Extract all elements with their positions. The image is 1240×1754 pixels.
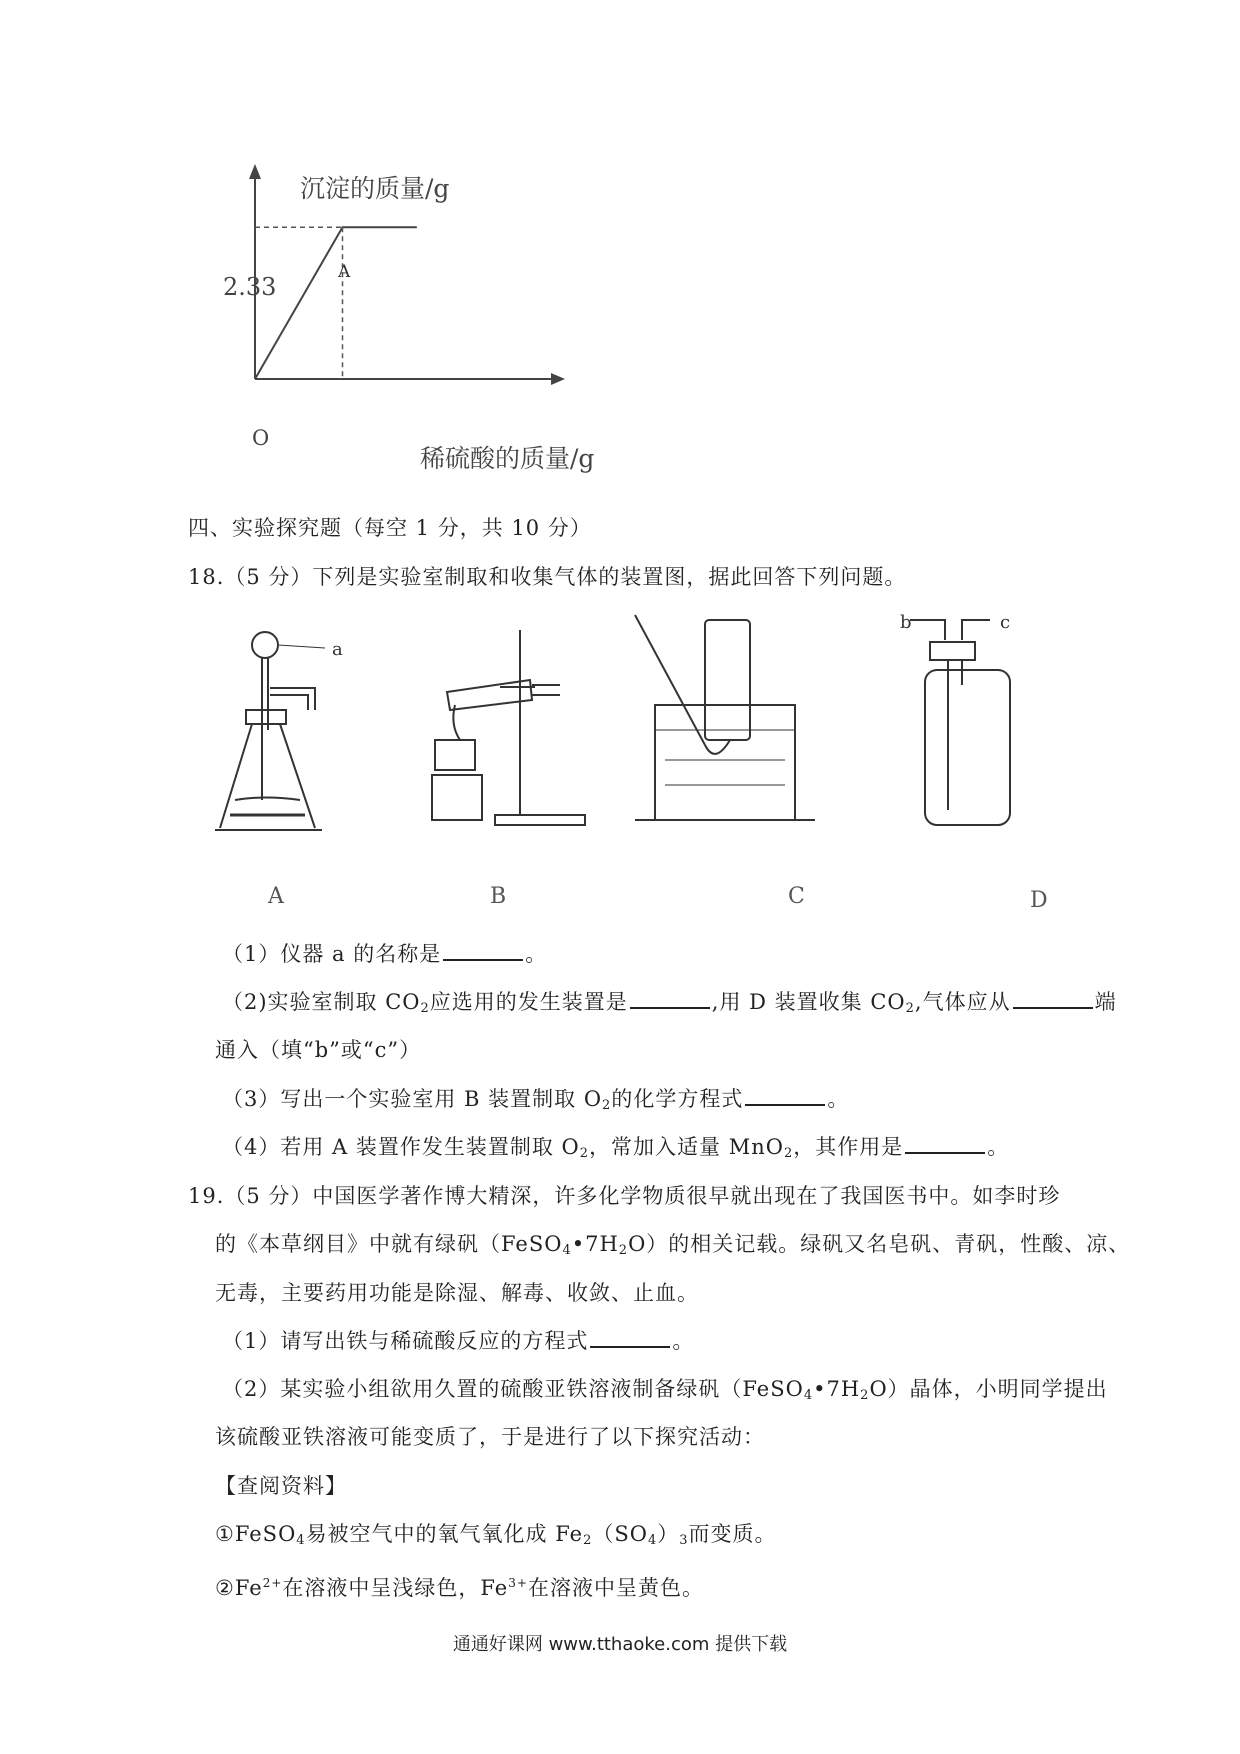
q18-part1: （1）仪器 a 的名称是 。 [222,942,548,966]
q19-line1: 19.（5 分）中国医学著作博大精深，许多化学物质很早就出现在了我国医书中。如李时珍 [188,1184,1061,1208]
q18-part2-line2: 通入（填“b”或“c”） [215,1038,422,1062]
apparatus-d-bottle [910,620,1010,825]
point-a-label: A [338,262,351,282]
section-heading: 四、实验探究题（每空 1 分，共 10 分） [188,516,592,540]
q19-line3: 无毒，主要药用功能是除湿、解毒、收敛、止血。 [215,1281,699,1305]
q19-part1: （1）请写出铁与稀硫酸反应的方程式 。 [222,1329,695,1353]
x-axis-label: 稀硫酸的质量/g [420,444,595,473]
series-line [255,227,417,379]
label-c-outlet: c [1000,612,1011,633]
apparatus-figure [210,610,1110,930]
caption-d: D [1030,888,1048,913]
caption-a: A [268,884,284,909]
caption-b: B [490,884,507,909]
q18-part2: （2)实验室制取 $CO_2$应选用的发生装置是 ,用 D 装置收集 $CO_2$,气体应从 端 [222,990,1117,1016]
label-b-inlet: b [900,612,912,633]
caption-c: C [788,884,805,909]
q18-part3: （3）写出一个实验室用 B 装置制取 $O_2$的化学方程式 。 [222,1087,850,1113]
q18-stem: 18.（5 分）下列是实验室制取和收集气体的装置图，据此回答下列问题。 [188,565,907,589]
y-tick-label: 2.33 [223,273,277,301]
precipitate-chart [180,160,660,480]
y-axis-arrow [249,164,261,179]
q19-line2: 的《本草纲目》中就有绿矾$(FeSO_4•7H_2O)$的相关记载。绿矾又名皂矾、青矾，性酸、凉、 [215,1232,1131,1258]
answer-blank[interactable] [590,1328,670,1348]
reference-item-2: $②Fe^{2+}$在溶液中呈浅绿色，$Fe^{3+}$在溶液中呈黄色。 [215,1576,704,1600]
answer-blank[interactable] [745,1086,825,1106]
chart-marks [255,227,417,379]
q19-part2: （2）某实验小组欲用久置的硫酸亚铁溶液制备绿矾$(FeSO_4•7H_2O)$晶体，小明同学提出 [222,1377,1108,1403]
reference-heading: 【查阅资料】 [215,1474,347,1498]
apparatus-c-trough [635,615,815,820]
q18-part4: （4）若用 A 装置作发生装置制取 $O_2$，常加入适量 MnO$_2$，其作用是 。 [222,1135,1010,1161]
x-axis-arrow [551,373,565,385]
q19-part2-line2: 该硫酸亚铁溶液可能变质了，于是进行了以下探究活动： [215,1425,765,1449]
label-a-instrument: a [332,639,343,660]
origin-label: O [252,426,270,450]
apparatus-a-flask [215,632,325,830]
answer-blank[interactable] [905,1134,985,1154]
page-footer: 通通好课网 www.tthaoke.com 提供下载 [452,1634,788,1655]
apparatus-b-heating [432,630,585,825]
answer-blank[interactable] [443,941,523,961]
answer-blank[interactable] [1013,989,1093,1009]
y-axis-label: 沉淀的质量/g [300,174,450,203]
reference-item-1: ①FeSO$_4$易被空气中的氧气氧化成 $Fe_2(SO_4)_3$而变质。 [215,1522,777,1548]
answer-blank[interactable] [630,989,710,1009]
